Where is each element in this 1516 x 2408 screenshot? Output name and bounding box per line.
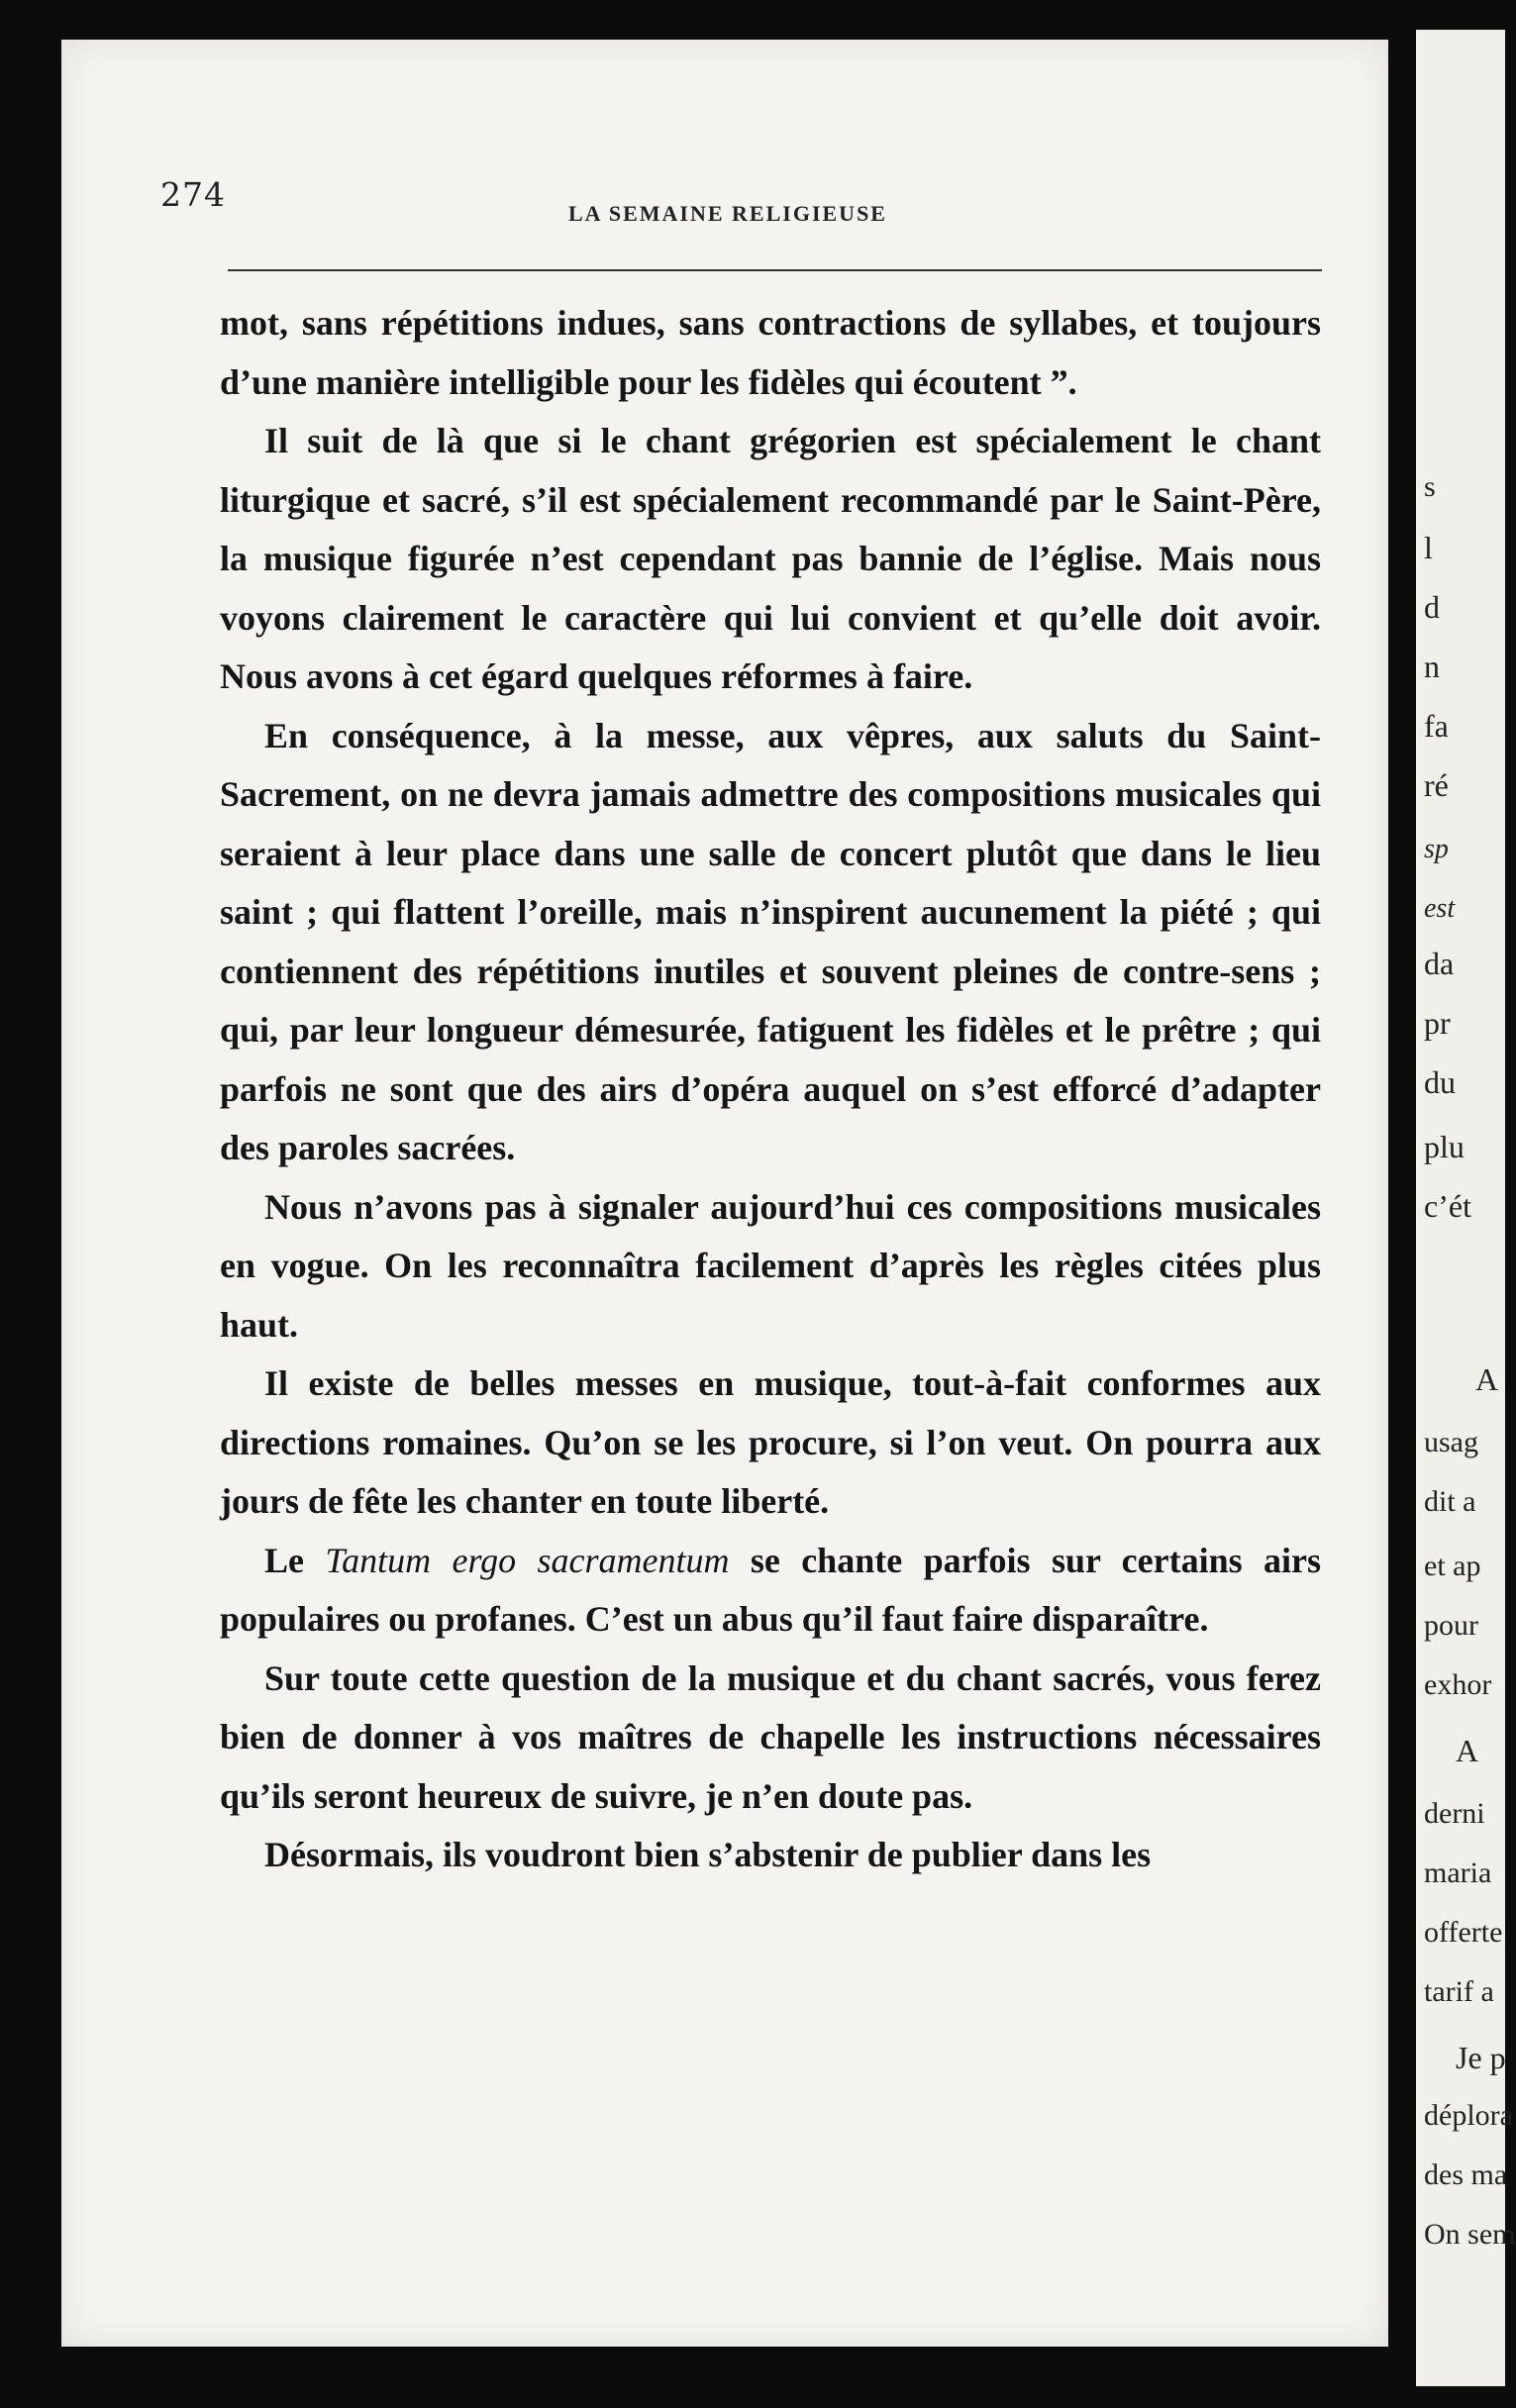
adjacent-fragment: l [1424,530,1433,565]
adjacent-fragment: usag [1424,1426,1478,1458]
adjacent-fragment: ré [1424,767,1449,803]
adjacent-fragment: et ap [1424,1550,1481,1582]
adjacent-fragment: On sem [1424,2218,1516,2251]
adjacent-fragment: déplora [1424,2099,1513,2132]
paragraph: Désormais, ils voudront bien s’abstenir de publier dans les [264,1835,1152,1874]
paragraph: Sur toute cette question de la musique et du chant sacrés, vous ferez bien de donner à vos maîtres de chapelle les instructions nécessaires qu’ils seront heureux de suivre, je n’en doute pas. [220,1657,1321,1816]
adjacent-fragment: fa [1424,708,1449,744]
adjacent-fragment: est [1424,893,1456,924]
adjacent-fragment: dit a [1424,1485,1476,1518]
adjacent-page-edge [1416,30,1516,2386]
adjacent-fragment: sp [1424,834,1449,864]
adjacent-fragment: s [1424,470,1436,503]
adjacent-fragment: da [1424,946,1455,981]
adjacent-fragment: exhor [1424,1668,1492,1701]
adjacent-fragment: maria [1424,1856,1492,1889]
adjacent-fragment: Je p [1456,2040,1506,2075]
paragraph-tantum [220,1532,1321,1650]
header-rule [228,269,1322,271]
adjacent-fragment: A [1456,1733,1479,1768]
adjacent-fragment: offerte [1424,1916,1503,1949]
adjacent-fragment: plu [1424,1129,1465,1164]
adjacent-fragment: pour [1424,1609,1478,1642]
adjacent-fragment: du [1424,1064,1456,1100]
adjacent-fragment: pr [1424,1005,1451,1041]
page-number: 274 [160,175,226,214]
adjacent-fragment: tarif a [1424,1975,1494,2008]
tantum-before: Le [264,1540,326,1580]
paragraph: Nous n’avons pas à signaler aujourd’hui ces compositions musicales en vogue. On les reconnaîtra facilement d’après les règles citées plus haut. [220,1186,1321,1345]
paragraph: En conséquence, à la messe, aux vêpres, aux saluts du Saint-Sacrement, on ne devra jamais admettre des compositions musicales qui seraient à leur place dans une salle de concert plutôt que dans le lieu saint ; qui flattent l’oreille, mais n’inspirent aucunement la piété ; qui contiennent des répétitions inutiles et souvent pleines de contre-sens ; qui, par leur longueur démesurée, fatiguent les fidèles et le prêtre ; qui parfois ne sont que des airs d’opéra auquel on s’est efforcé d’adapter des paroles sacrées. [220,715,1321,1167]
paragraph: Il suit de là que si le chant grégorien est spécialement le chant liturgique et sacré, s’il est spécialement recommandé par le Saint-Père, la musique figurée n’est cependant pas bannie de l’église. Mais nous voyons clairement le caractère qui lui convient et qu’elle doit avoir. Nous avons à cet égard quelques réformes à faire. [220,421,1321,696]
adjacent-fragment: des ma [1424,2158,1508,2191]
tantum-title: Tantum ergo sacramentum [325,1540,730,1580]
tantum-after: se chante parfois sur certains airs populaires ou profanes. C’est un abus qu’il faut faire disparaître. [220,1540,1321,1639]
adjacent-fragment: d [1424,589,1440,625]
running-head: LA SEMAINE RELIGIEUSE [568,201,887,226]
page-body [220,294,1321,1885]
paragraph: mot, sans répétitions indues, sans contractions de syllabes, et toujours d’une manière intelligible pour les fidèles qui écoutent ”. [220,303,1321,402]
adjacent-fragment: A [1475,1361,1499,1397]
adjacent-fragment: n [1424,649,1440,684]
adjacent-fragment: derni [1424,1797,1485,1830]
paragraph: Il existe de belles messes en musique, tout-à-fait conformes aux directions romaines. Qu’on se les procure, si l’on veut. On pourra aux jours de fête les chanter en toute liberté. [220,1363,1321,1521]
adjacent-fragment: c’ét [1424,1188,1471,1224]
